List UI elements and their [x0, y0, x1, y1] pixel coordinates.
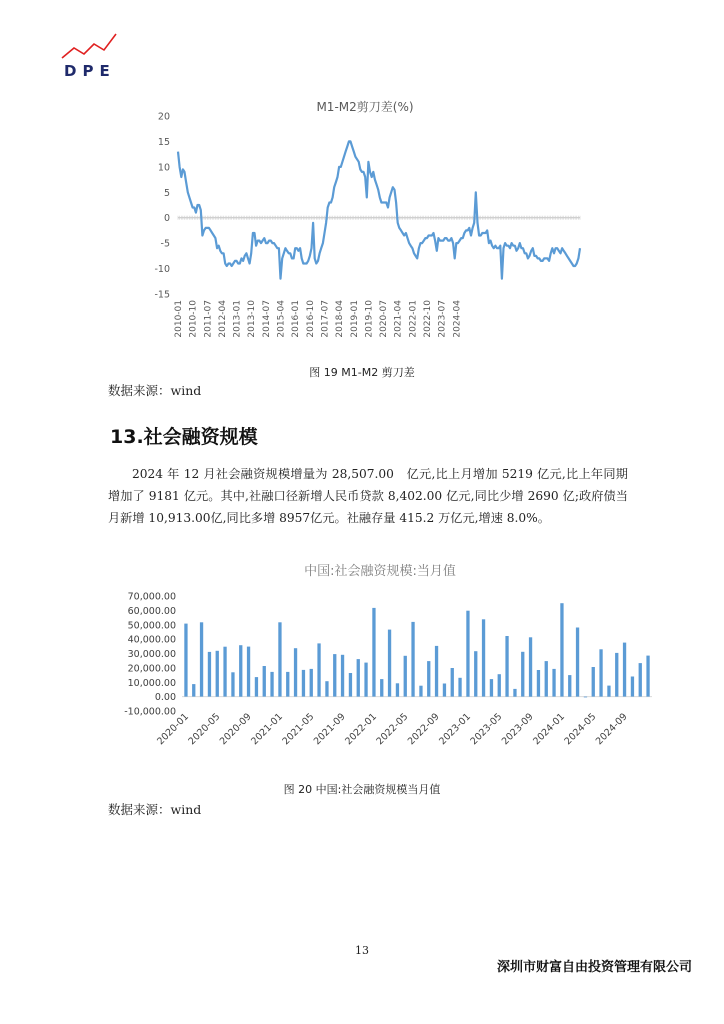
chart-title: 中国:社会融资规模:当月值	[304, 564, 456, 579]
y-tick-label: -10,000.00	[124, 706, 176, 718]
y-tick-label: 50,000.00	[127, 620, 176, 632]
y-tick-label: 5	[163, 187, 170, 199]
chart-title: M1-M2剪刀差(%)	[316, 100, 414, 114]
x-tick-label: 2023-05	[468, 711, 505, 748]
logo-text: DPE	[64, 62, 116, 80]
bar	[247, 647, 250, 697]
bar	[263, 666, 266, 697]
x-tick-label: 2019-10	[364, 300, 375, 338]
y-tick-label: 30,000.00	[127, 649, 176, 660]
bar	[537, 670, 540, 697]
x-tick-label: 2014-07	[261, 300, 272, 338]
logo-rising-line	[62, 34, 116, 58]
y-tick-label: 40,000.00	[127, 634, 176, 646]
x-tick-label: 2018-04	[335, 300, 346, 338]
bar	[333, 654, 336, 697]
bar	[482, 619, 485, 696]
bar	[341, 655, 344, 697]
x-tick-label: 2022-01	[408, 300, 419, 338]
x-tick-label: 2021-01	[249, 711, 286, 748]
x-tick-label: 2016-10	[305, 300, 316, 338]
company-name: 深圳市财富自由投资管理有限公司	[496, 960, 692, 975]
bar	[599, 649, 602, 696]
x-tick-label: 2020-01	[155, 711, 192, 748]
bar	[490, 679, 493, 697]
bar	[302, 670, 305, 697]
x-tick-label: 2024-05	[562, 711, 599, 748]
bar	[584, 697, 587, 698]
bar	[216, 651, 219, 697]
bar	[231, 672, 234, 696]
x-tick-label: 2012-04	[217, 300, 228, 338]
bar	[349, 673, 352, 697]
social-financing-bar-chart	[100, 558, 660, 768]
bar	[592, 667, 595, 697]
m1-m2-line-chart	[140, 98, 590, 360]
bar	[208, 652, 211, 697]
y-tick-label: -10	[154, 264, 170, 276]
x-tick-label: 2021-05	[280, 711, 317, 748]
y-tick-label: 15	[157, 136, 170, 148]
y-tick-label: 10,000.00	[127, 677, 176, 689]
x-tick-label: 2022-09	[405, 711, 442, 748]
x-tick-label: 2013-01	[232, 300, 243, 338]
bar	[443, 684, 446, 697]
bar	[576, 628, 579, 697]
x-tick-label: 2011-07	[203, 300, 214, 338]
bar	[505, 636, 508, 697]
x-tick-label: 2024-09	[593, 711, 630, 748]
bar	[623, 643, 626, 697]
bar	[498, 674, 501, 696]
bar	[223, 647, 226, 697]
bar	[631, 677, 634, 697]
y-tick-label: 0	[163, 213, 170, 225]
x-tick-label: 2020-05	[186, 711, 223, 748]
x-tick-label: 2024-04	[452, 300, 463, 338]
bar	[568, 675, 571, 697]
bar	[200, 622, 203, 696]
bar	[294, 648, 297, 696]
bar	[239, 645, 242, 697]
bar	[380, 679, 383, 697]
y-tick-label: 60,000.00	[127, 605, 176, 617]
bar	[396, 683, 399, 696]
bar	[427, 661, 430, 697]
bar	[411, 622, 414, 697]
x-tick-label: 2023-01	[437, 711, 474, 748]
figure-19-caption: 图 19 M1-M2 剪刀差	[309, 366, 415, 379]
bar	[615, 653, 618, 697]
x-tick-label: 2013-10	[247, 300, 258, 338]
bar	[270, 672, 273, 697]
bar	[388, 630, 391, 697]
bar	[466, 611, 469, 697]
bar	[364, 663, 367, 697]
x-tick-label: 2024-01	[531, 711, 568, 748]
x-tick-label: 2021-09	[311, 711, 348, 748]
page-number: 13	[355, 944, 369, 957]
x-tick-label: 2023-09	[499, 711, 536, 748]
bar	[521, 652, 524, 697]
x-tick-label: 2019-01	[349, 300, 360, 338]
x-tick-label: 2010-10	[188, 300, 199, 338]
x-tick-label: 2010-01	[174, 300, 184, 338]
bar	[372, 608, 375, 697]
bar	[607, 686, 610, 697]
bar	[646, 656, 649, 697]
x-tick-label: 2022-01	[343, 711, 380, 748]
bar	[451, 668, 454, 697]
bar	[286, 672, 289, 697]
y-tick-label: -15	[154, 289, 170, 301]
bar	[545, 661, 548, 697]
bar	[458, 678, 461, 697]
x-tick-label: 2020-07	[379, 300, 390, 338]
y-tick-label: 10	[157, 162, 170, 174]
y-tick-label: 70,000.00	[127, 591, 176, 603]
x-tick-label: 2017-07	[320, 300, 331, 338]
bar	[529, 637, 532, 696]
y-tick-label: 20,000.00	[127, 663, 176, 675]
x-tick-label: 2020-09	[217, 711, 254, 748]
bar	[474, 651, 477, 696]
x-tick-label: 2022-10	[423, 300, 434, 338]
bar	[278, 622, 281, 696]
y-tick-label: 20	[157, 111, 170, 123]
bar	[404, 656, 407, 697]
bar	[317, 643, 320, 696]
figure-19-source: 数据来源：wind	[108, 383, 202, 398]
bar	[192, 684, 195, 697]
bar	[639, 663, 642, 697]
bar	[513, 689, 516, 697]
figure-20-caption: 图 20 中国:社会融资规模当月值	[283, 783, 441, 796]
figure-20-source: 数据来源：wind	[108, 802, 202, 817]
bar	[552, 669, 555, 697]
bar	[310, 669, 313, 697]
x-tick-label: 2016-01	[291, 300, 302, 338]
y-tick-label: -5	[160, 238, 170, 250]
bar	[357, 659, 360, 697]
bar	[435, 646, 438, 697]
x-tick-label: 2022-05	[374, 711, 411, 748]
x-tick-label: 2015-04	[276, 300, 287, 338]
y-tick-label: 0.00	[154, 692, 176, 704]
bar	[255, 677, 258, 697]
section-paragraph: 2024 年 12 月社会融资规模增量为 28,507.00 亿元,比上月增加 5219 亿元,比上年同期增加了 9181 亿元。其中,社融口径新增人民币贷款 8,402.00 亿元,同比少增 2690 亿;政府债当月新增 10,913.00亿,同比多增 8957亿元。社融存量 415.2 万亿元,增速 8.0%。	[108, 467, 628, 525]
bar	[325, 681, 328, 696]
series-line	[178, 141, 580, 278]
bar	[560, 603, 563, 696]
section-heading: 13.社会融资规模	[110, 426, 258, 448]
x-tick-label: 2021-04	[393, 300, 404, 338]
bar	[419, 686, 422, 697]
bar	[184, 624, 187, 697]
x-tick-label: 2023-07	[437, 300, 448, 338]
